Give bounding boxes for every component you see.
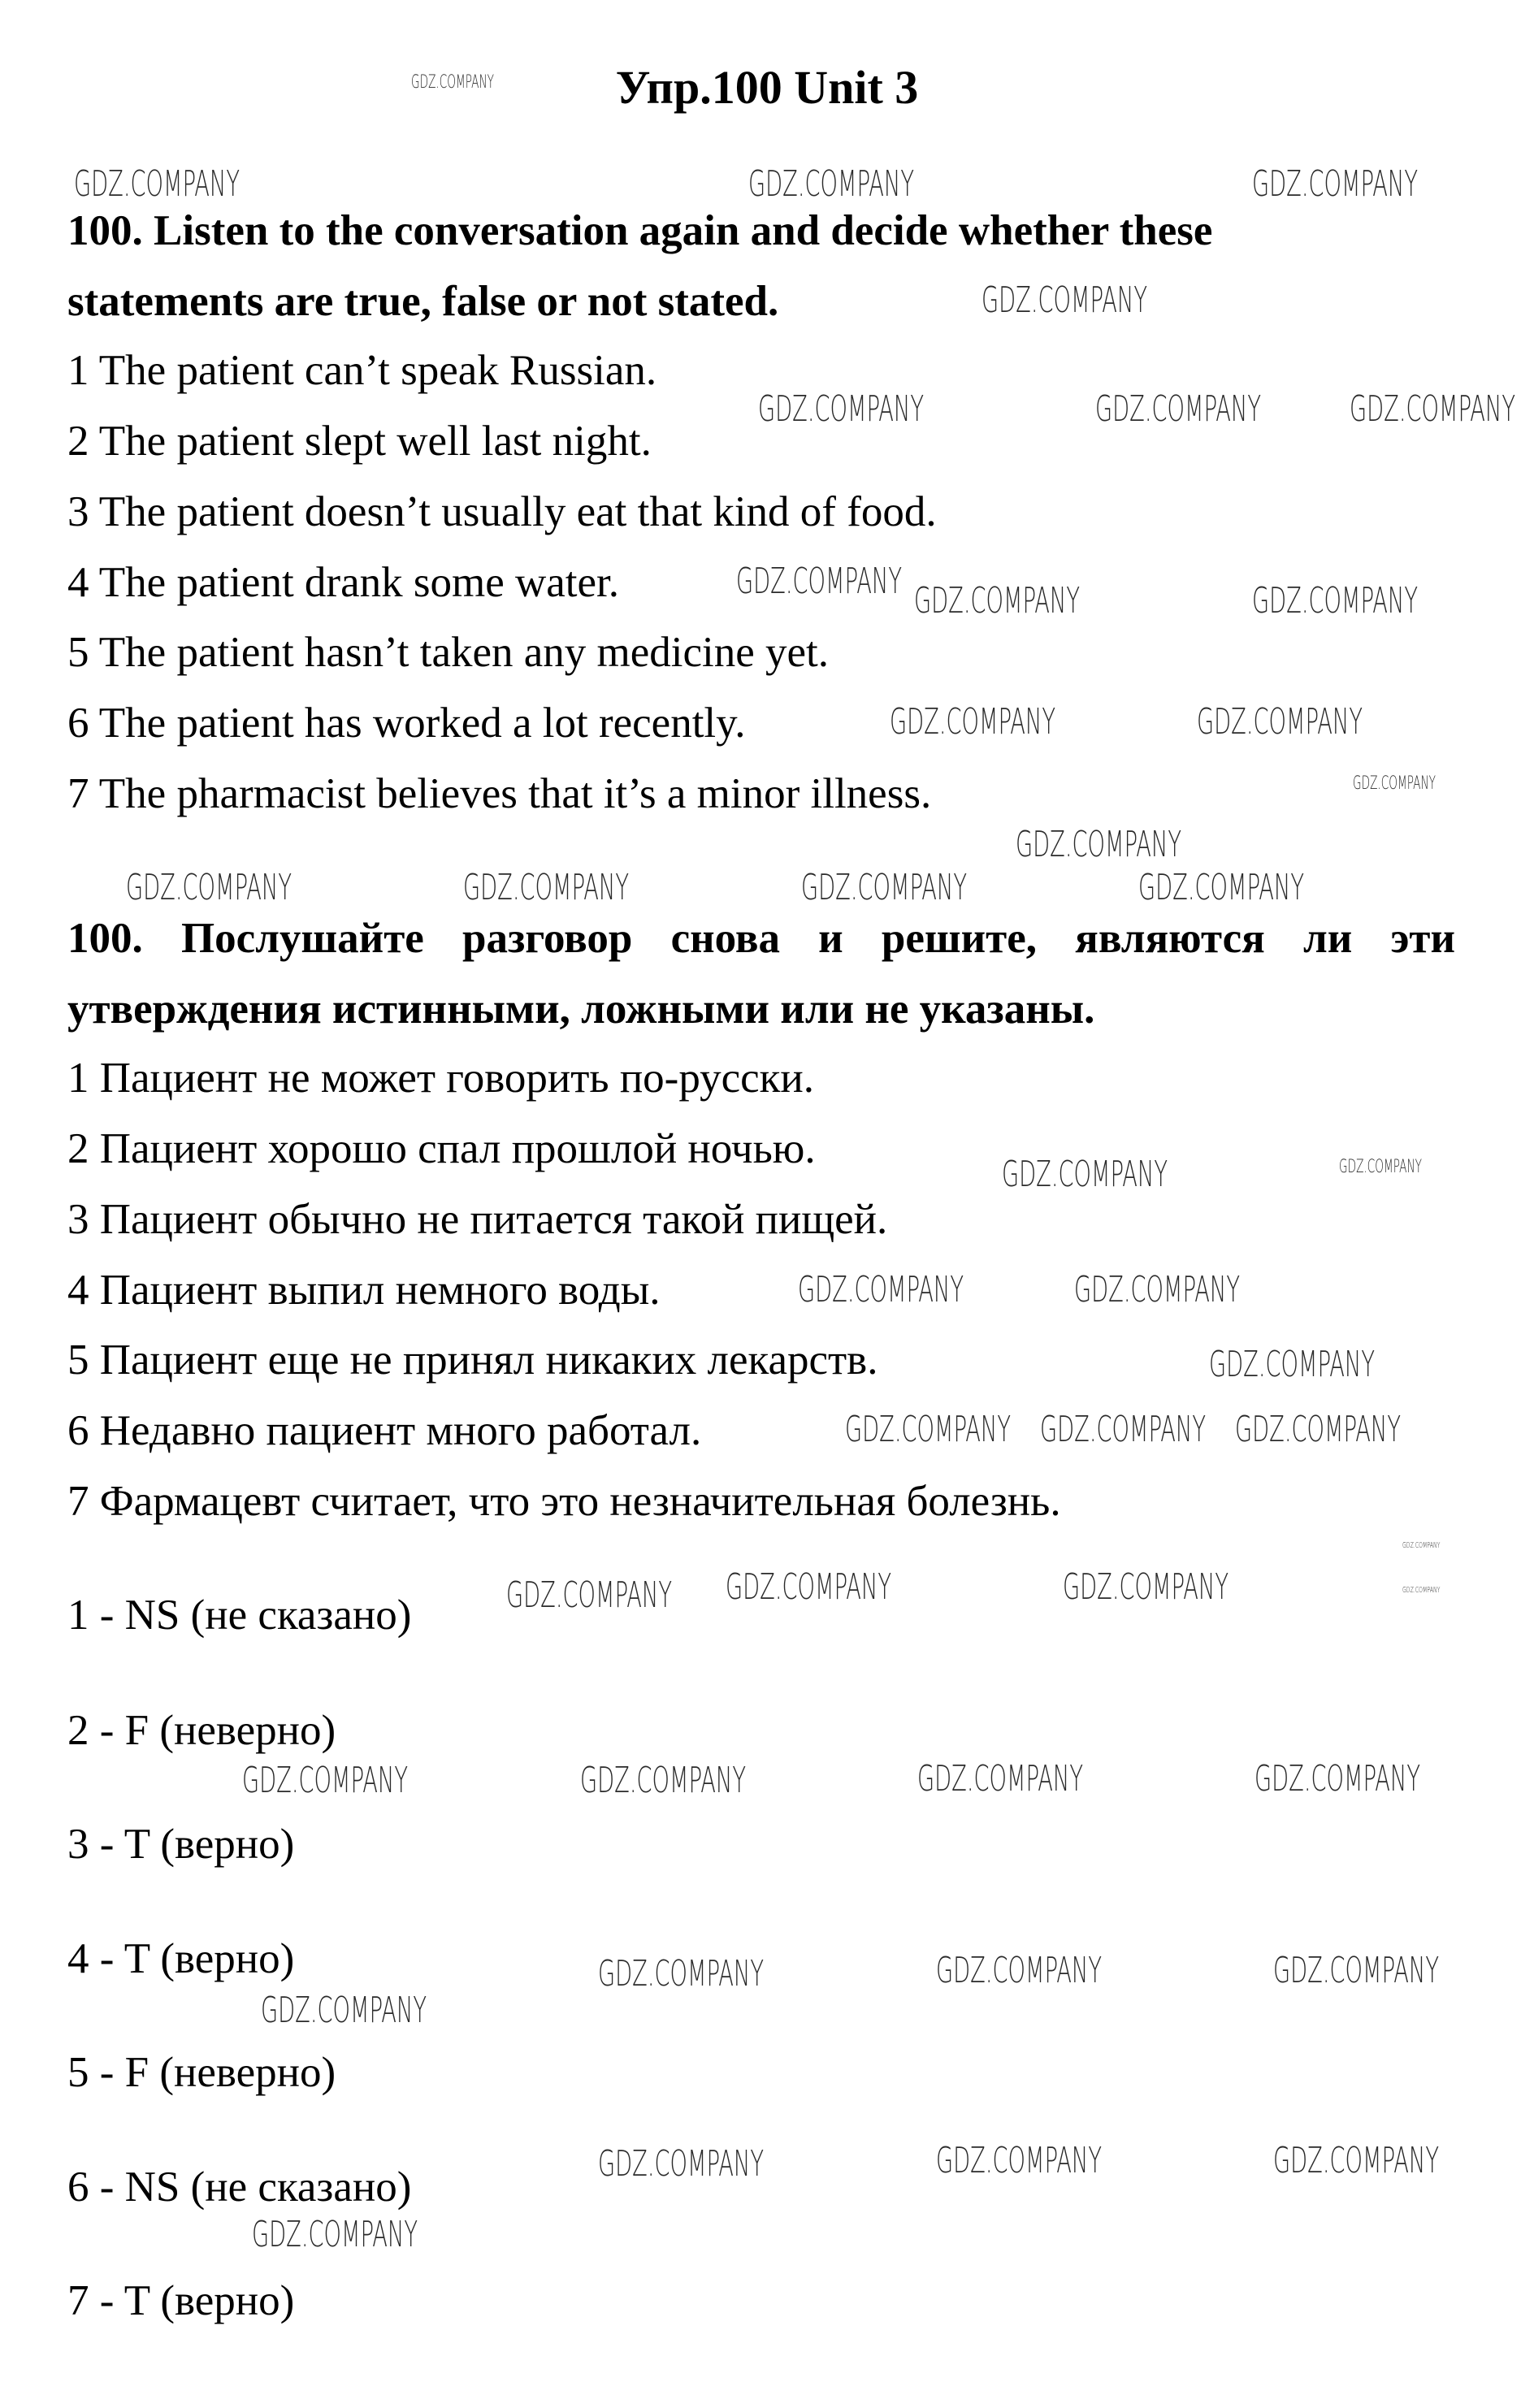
watermark: GDZ.COMPANY bbox=[579, 1759, 746, 1801]
watermark: GDZ.COMPANY bbox=[1138, 867, 1304, 909]
watermark: GDZ.COMPANY bbox=[1040, 1408, 1207, 1450]
watermark: GDZ.COMPANY bbox=[1208, 1344, 1375, 1386]
watermark: GDZ.COMPANY bbox=[1251, 162, 1418, 205]
watermark: GDZ.COMPANY bbox=[1095, 388, 1262, 431]
watermark: GDZ.COMPANY bbox=[1001, 1154, 1168, 1196]
watermark: GDZ.COMPANY bbox=[1339, 1156, 1423, 1177]
russian-item: 2 Пациент хорошо спал прошлой ночью. bbox=[67, 1125, 816, 1172]
english-item: 6 The patient has worked a lot recently. bbox=[67, 699, 746, 747]
watermark: GDZ.COMPANY bbox=[260, 1990, 427, 2032]
watermark: GDZ.COMPANY bbox=[73, 162, 240, 205]
english-item: 2 The patient slept well last night. bbox=[67, 418, 652, 465]
watermark: GDZ.COMPANY bbox=[1251, 580, 1418, 622]
english-heading-line2: statements are true, false or not stated. bbox=[67, 278, 779, 325]
english-item: 4 The patient drank some water. bbox=[67, 559, 619, 606]
english-heading-line1: 100. Listen to the conversation again and decide whether these bbox=[67, 207, 1213, 254]
answer-item: 6 - NS (не сказано) bbox=[67, 2163, 412, 2211]
watermark: GDZ.COMPANY bbox=[748, 162, 915, 205]
watermark: GDZ.COMPANY bbox=[463, 867, 630, 909]
russian-heading-line2: утверждения истинными, ложными или не указаны. bbox=[67, 985, 1095, 1033]
watermark: GDZ.COMPANY bbox=[800, 867, 967, 909]
english-item: 1 The patient can’t speak Russian. bbox=[67, 347, 657, 394]
answer-item: 3 - T (верно) bbox=[67, 1821, 295, 1868]
watermark: GDZ.COMPANY bbox=[890, 701, 1056, 743]
watermark: GDZ.COMPANY bbox=[935, 1950, 1102, 1992]
russian-item: 6 Недавно пациент много работал. bbox=[67, 1407, 702, 1454]
watermark: GDZ.COMPANY bbox=[935, 2140, 1102, 2182]
russian-item: 7 Фармацевт считает, что это незначительная болезнь. bbox=[67, 1478, 1061, 1525]
russian-item: 1 Пациент не может говорить по-русски. bbox=[67, 1055, 815, 1102]
answer-item: 4 - T (верно) bbox=[67, 1935, 295, 1982]
watermark: GDZ.COMPANY bbox=[1234, 1408, 1401, 1450]
watermark: GDZ.COMPANY bbox=[736, 560, 903, 602]
watermark: GDZ.COMPANY bbox=[1196, 701, 1363, 743]
watermark: GDZ.COMPANY bbox=[914, 580, 1081, 622]
watermark: GDZ.COMPANY bbox=[917, 1758, 1084, 1800]
answer-item: 5 - F (неверно) bbox=[67, 2049, 336, 2096]
answer-item: 7 - T (верно) bbox=[67, 2277, 295, 2324]
russian-item: 5 Пациент еще не принял никаких лекарств. bbox=[67, 1336, 878, 1384]
watermark: GDZ.COMPANY bbox=[410, 71, 494, 93]
watermark: GDZ.COMPANY bbox=[506, 1574, 673, 1616]
watermark: GDZ.COMPANY bbox=[726, 1566, 892, 1609]
watermark: GDZ.COMPANY bbox=[1254, 1758, 1421, 1800]
watermark: GDZ.COMPANY bbox=[1063, 1566, 1229, 1609]
answer-item: 1 - NS (не сказано) bbox=[67, 1592, 412, 1639]
watermark: GDZ.COMPANY bbox=[1073, 1268, 1240, 1310]
english-item: 3 The patient doesn’t usually eat that kind of food. bbox=[67, 488, 937, 535]
english-item: 7 The pharmacist believes that it’s a minor illness. bbox=[67, 770, 932, 817]
watermark: GDZ.COMPANY bbox=[125, 867, 292, 909]
russian-item: 3 Пациент обычно не питается такой пищей. bbox=[67, 1196, 888, 1243]
watermark: GDZ.COMPANY bbox=[797, 1268, 964, 1310]
page-title: Упр.100 Unit 3 bbox=[615, 61, 919, 114]
watermark: GDZ.COMPANY bbox=[1353, 773, 1436, 794]
watermark: GDZ.COMPANY bbox=[251, 2213, 418, 2255]
watermark: GDZ.COMPANY bbox=[1402, 1541, 1440, 1551]
russian-heading-line1: 100. Послушайте разговор снова и решите, являются ли эти bbox=[67, 915, 1455, 962]
watermark: GDZ.COMPANY bbox=[1015, 824, 1181, 866]
watermark: GDZ.COMPANY bbox=[1350, 388, 1516, 431]
russian-item: 4 Пациент выпил немного воды. bbox=[67, 1267, 661, 1314]
watermark: GDZ.COMPANY bbox=[757, 388, 924, 431]
answer-item: 2 - F (неверно) bbox=[67, 1707, 336, 1754]
watermark: GDZ.COMPANY bbox=[242, 1759, 409, 1801]
watermark: GDZ.COMPANY bbox=[1273, 1950, 1440, 1992]
watermark: GDZ.COMPANY bbox=[982, 279, 1148, 322]
english-item: 5 The patient hasn’t taken any medicine yet. bbox=[67, 629, 830, 676]
watermark: GDZ.COMPANY bbox=[845, 1408, 1012, 1450]
watermark: GDZ.COMPANY bbox=[598, 2142, 765, 2185]
watermark: GDZ.COMPANY bbox=[1402, 1585, 1440, 1595]
watermark: GDZ.COMPANY bbox=[598, 1952, 765, 1994]
watermark: GDZ.COMPANY bbox=[1273, 2140, 1440, 2182]
